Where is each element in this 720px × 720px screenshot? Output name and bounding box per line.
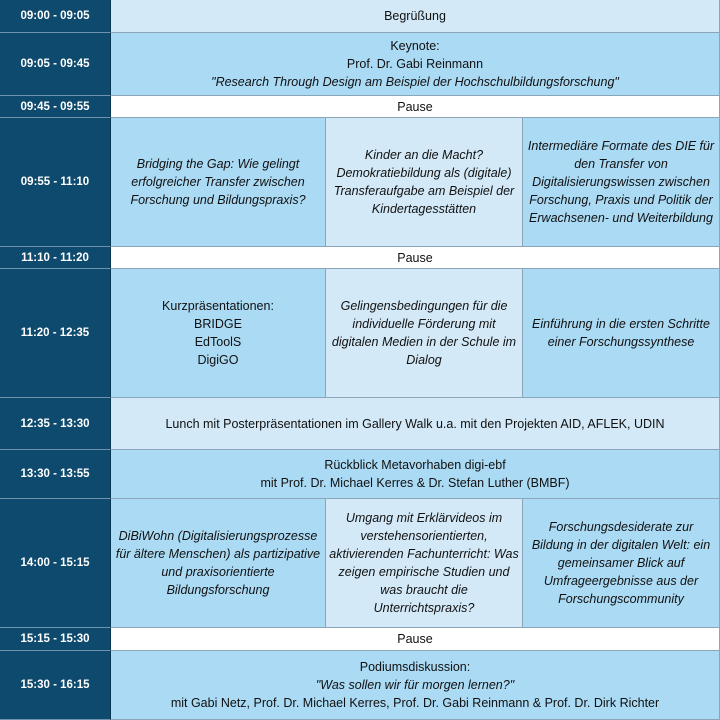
session-parallel-2: Gelingensbedingungen für die individuelle Förderung mit digitalen Medien in der Schule im Dialog <box>326 269 523 398</box>
keynote-label: Keynote: <box>390 39 440 53</box>
session-break: Pause <box>111 96 720 118</box>
session-keynote <box>111 33 720 96</box>
session-parallel-1: DiBiWohn (Digitalisierungsprozesse für ältere Menschen) als partizipative und praxisorientierte Bildungsforschung <box>111 499 326 628</box>
project-digigo: DigiGO <box>197 353 239 367</box>
time-slot: 15:15 - 15:30 <box>0 628 111 651</box>
time-slot: 11:20 - 12:35 <box>0 269 111 398</box>
review-title: Rückblick Metavorhaben digi-ebf <box>324 458 506 472</box>
session-review <box>111 450 720 499</box>
session-short-presentations <box>111 269 326 398</box>
time-slot: 11:10 - 11:20 <box>0 247 111 269</box>
time-slot: 12:35 - 13:30 <box>0 398 111 450</box>
time-slot: 14:00 - 15:15 <box>0 499 111 628</box>
panel-label: Podiumsdiskussion: <box>359 660 471 674</box>
project-bridge: BRIDGE <box>194 317 242 331</box>
session-parallel-2: Kinder an die Macht? Demokratiebildung als (digitale) Transferaufgabe am Beispiel der Kindertagesstätten <box>326 118 523 247</box>
session-break: Pause <box>111 628 720 651</box>
time-slot: 09:00 - 09:05 <box>0 0 111 33</box>
session-break: Pause <box>111 247 720 269</box>
session-lunch: Lunch mit Posterpräsentationen im Gallery Walk u.a. mit den Projekten AID, AFLEK, UDIN <box>111 398 720 450</box>
time-slot: 09:05 - 09:45 <box>0 33 111 96</box>
project-edtools: EdToolS <box>194 335 242 349</box>
time-slot: 09:55 - 11:10 <box>0 118 111 247</box>
session-panel-discussion <box>111 651 720 720</box>
session-parallel-3: Einführung in die ersten Schritte einer Forschungssynthese <box>523 269 720 398</box>
session-parallel-1: Bridging the Gap: Wie gelingt erfolgreicher Transfer zwischen Forschung und Bildungspraxis? <box>111 118 326 247</box>
panel-title: "Was sollen wir für morgen lernen?" <box>315 678 515 692</box>
panel-speakers: mit Gabi Netz, Prof. Dr. Michael Kerres, Prof. Dr. Gabi Reinmann & Prof. Dr. Dirk Richter <box>170 696 660 710</box>
keynote-speaker: Prof. Dr. Gabi Reinmann <box>346 57 484 71</box>
session-parallel-3: Forschungsdesiderate zur Bildung in der digitalen Welt: ein gemeinsamer Blick auf Umfrageergebnisse aus der Forschungscommunity <box>523 499 720 628</box>
review-speakers: mit Prof. Dr. Michael Kerres & Dr. Stefan Luther (BMBF) <box>260 476 570 490</box>
time-slot: 13:30 - 13:55 <box>0 450 111 499</box>
keynote-title: "Research Through Design am Beispiel der Hochschulbildungsforschung" <box>211 75 619 89</box>
session-welcome: Begrüßung <box>111 0 720 33</box>
time-slot: 15:30 - 16:15 <box>0 651 111 720</box>
session-parallel-3: Intermediäre Formate des DIE für den Transfer von Digitalisierungswissen zwischen Forschung, Praxis und Politik der Erwachsenen- und Weiterbildung <box>523 118 720 247</box>
session-parallel-2: Umgang mit Erklärvideos im verstehensorientierten, aktivierenden Fachunterricht: Was zeigen empirische Studien und was braucht die Unterrichtspraxis? <box>326 499 523 628</box>
short-presentations-label: Kurzpräsentationen: <box>162 299 274 313</box>
time-slot: 09:45 - 09:55 <box>0 96 111 118</box>
